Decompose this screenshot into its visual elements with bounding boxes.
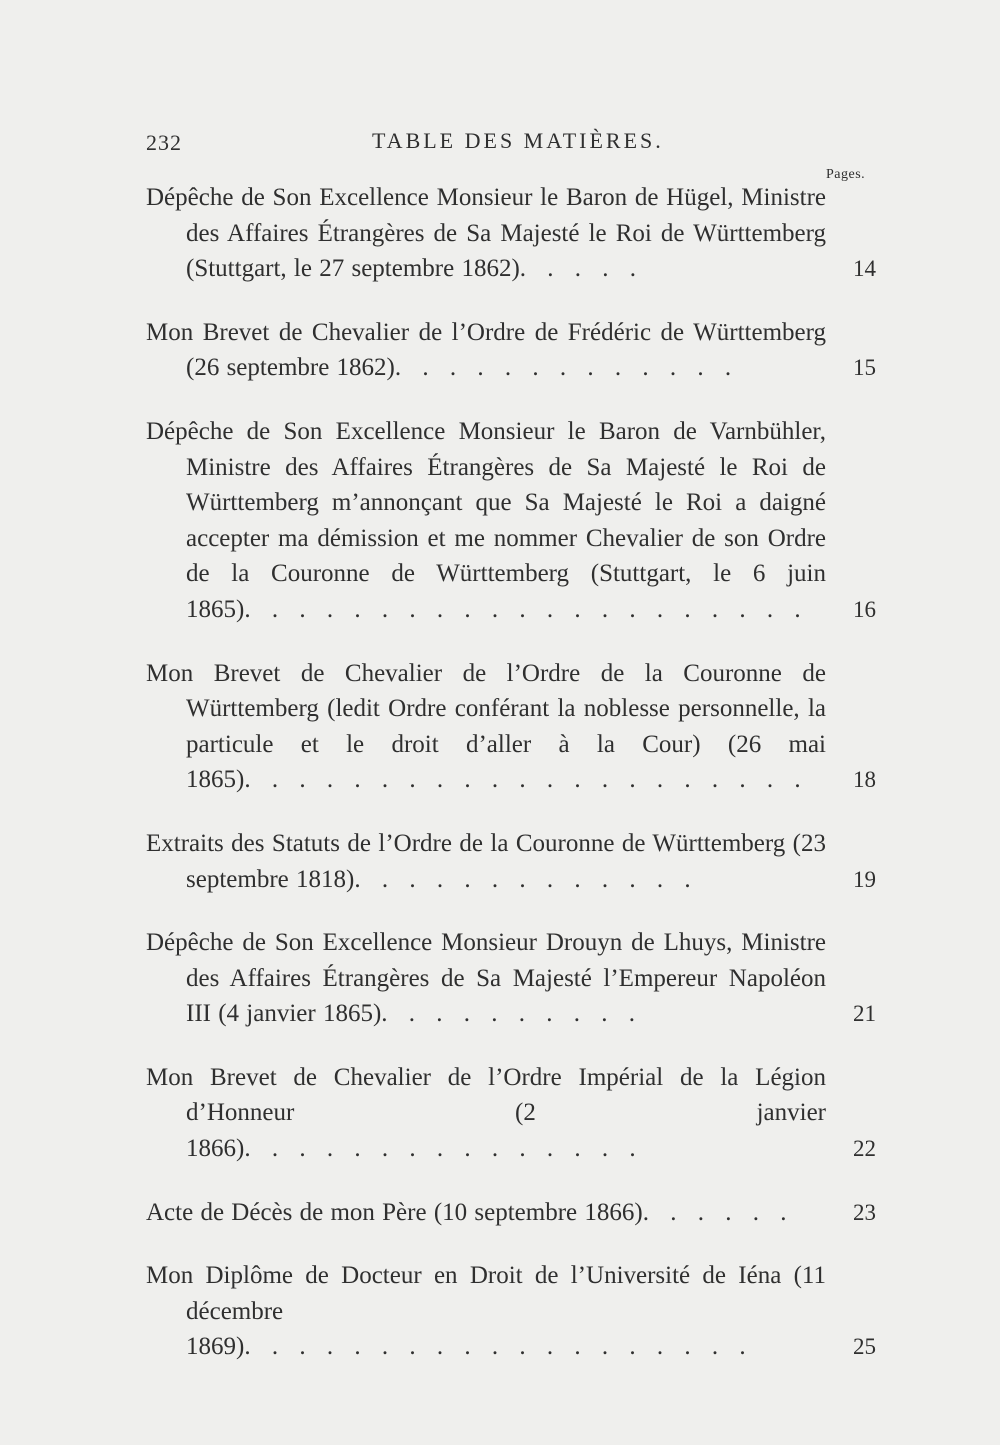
toc-entry xyxy=(146,1195,892,1231)
toc-entry-page: 15 xyxy=(853,355,876,381)
page-number: 232 xyxy=(146,130,182,155)
toc-entry-page: 25 xyxy=(853,1334,876,1360)
toc-entry-page: 18 xyxy=(853,767,876,793)
toc-entry-page: 21 xyxy=(853,1001,876,1027)
toc-entry-page: 22 xyxy=(853,1136,876,1162)
toc-entry xyxy=(146,315,892,386)
toc-entry-page: 16 xyxy=(853,596,876,622)
toc-entry xyxy=(146,656,892,798)
toc-entry-page: 14 xyxy=(853,256,876,282)
toc-entry-title: Extraits des Statuts de l’Ordre de la Couronne de Württemberg (23 septembre 1818) xyxy=(146,829,826,893)
toc-entry-title: Dépêche de Son Excellence Monsieur le Baron de Varnbühler, Ministre des Affaires Étrangères de Sa Majesté le Roi de Württemberg m’annonçant que Sa Majesté le Roi a daigné accepter ma démission et me nommer Chevalier de son Ordre de la Couronne de Württemberg (Stuttgart, le 6 juin 1865) xyxy=(146,417,826,623)
toc-entry-title: Mon Diplôme de Docteur en Droit de l’Université de Iéna (11 décembre 1869) xyxy=(146,1262,826,1361)
toc-entry-title: Mon Brevet de Chevalier de l’Ordre de Frédéric de Württemberg (26 septembre 1862) xyxy=(146,318,826,382)
toc-entry-title: Mon Brevet de Chevalier de l’Ordre de la Couronne de Württemberg (ledit Ordre conférant la noblesse personnelle, la particule et le droit d’aller à la Cour) (26 mai 1865) xyxy=(146,659,826,794)
table-of-contents xyxy=(146,180,892,1393)
dot-leader: . . . . . . . . . . xyxy=(381,1000,643,1028)
toc-entry-page: 23 xyxy=(853,1199,876,1225)
dot-leader: . . . . . . . . . . . . . . . . . . . . . xyxy=(244,766,808,794)
toc-entry xyxy=(146,925,892,1032)
toc-entry xyxy=(146,1060,892,1167)
toc-entry xyxy=(146,414,892,628)
toc-entry-title: Acte de Décès de mon Père (10 septembre 1866) xyxy=(146,1198,643,1226)
toc-entry xyxy=(146,180,892,287)
dot-leader: . . . . . . . . . . . . . . . . . . . . . xyxy=(244,595,808,623)
dot-leader: . . . . . . . . . . . . . . . . . . . xyxy=(244,1333,753,1361)
dot-leader: . . . . . . . . . . . . . xyxy=(354,865,698,893)
running-title: TABLE DES MATIÈRES. xyxy=(372,128,664,153)
pages-column-label: Pages. xyxy=(826,167,866,182)
dot-leader: . . . . . xyxy=(519,255,644,283)
toc-entry-title: Dépêche de Son Excellence Monsieur Drouyn de Lhuys, Ministre des Affaires Étrangères de Sa Majesté l’Empereur Napoléon III (4 janvier 1865) xyxy=(146,929,826,1028)
toc-entry-title: Mon Brevet de Chevalier de l’Ordre Impérial de la Légion d’Honneur (2 janvier 1866) xyxy=(146,1063,826,1163)
dot-leader: . . . . . . . . . . . . . xyxy=(394,354,739,382)
toc-entry xyxy=(146,826,892,897)
dot-leader: . . . . . . xyxy=(642,1198,794,1226)
toc-entry-page: 19 xyxy=(853,866,876,892)
toc-entry-title: Dépêche de Son Excellence Monsieur le Baron de Hügel, Ministre des Affaires Étrangères de Sa Majesté le Roi de Württemberg (Stuttgart, le 27 septembre 1862) xyxy=(146,184,826,283)
toc-entry xyxy=(146,1258,892,1365)
dot-leader: . . . . . . . . . . . . . . . xyxy=(244,1135,643,1163)
